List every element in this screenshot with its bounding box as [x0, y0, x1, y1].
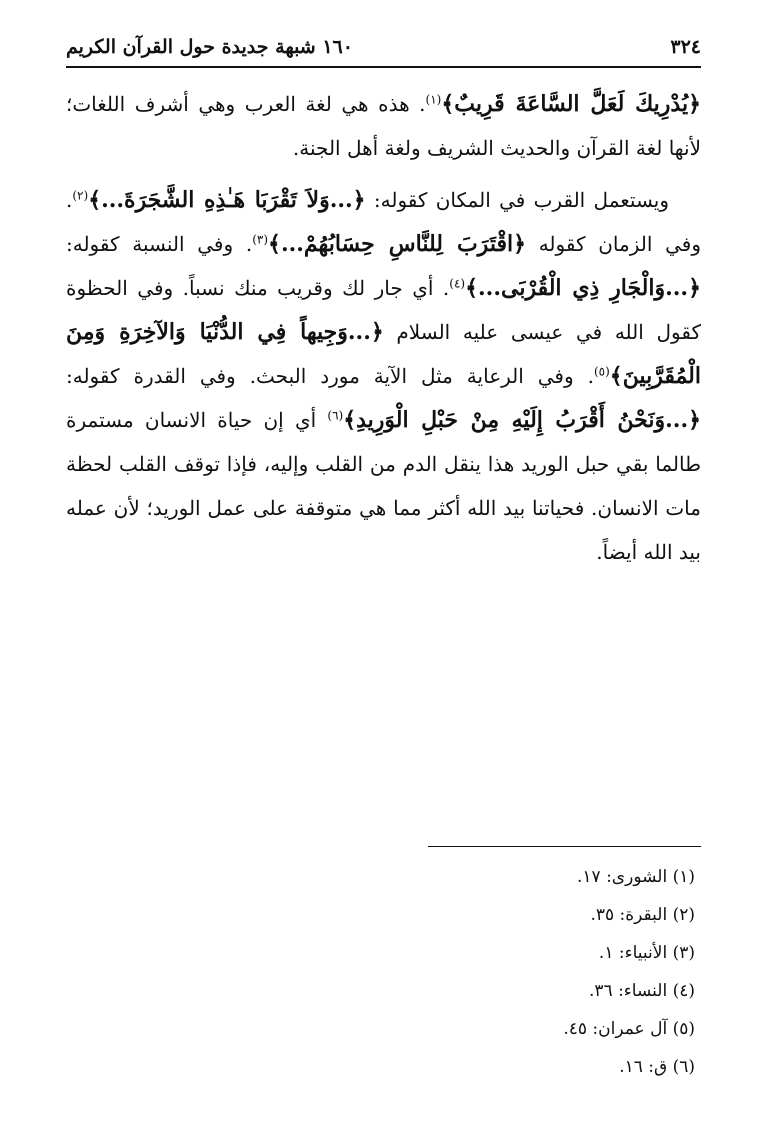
paragraph-text: . وفي النسبة كقوله: — [66, 232, 253, 256]
paragraph-text: . وفي الزمان كقوله — [66, 188, 701, 256]
footnote-ref: (٢) — [72, 188, 89, 203]
quran-verse: ﴿...وَلاَ تَقْرَبَا هَـٰذِهِ الشَّجَرَةَ...﴾ — [88, 187, 366, 213]
quran-verse: ﴿...وَجِيهاً فِي الدُّنْيَا وَالآخِرَةِ وَمِنَ الْمُقَرَّبِينَ﴾ — [66, 319, 701, 389]
paragraph-text: . أي جار لك وقريب منك نسباً. وفي الحظوة كقول الله في عيسى عليه السلام — [66, 276, 701, 344]
paragraph-text: أي إن حياة الانسان مستمرة طالما بقي حبل الوريد هذا ينقل الدم من القلب وإليه، فإذا توقف القلب لحظة مات الانسان. فحياتنا بيد الله أكثر مما هي متوقفة على عمل الوريد؛ لأن عمله بيد الله أيضاً. — [66, 408, 701, 564]
paragraph-text: ويستعمل القرب في المكان كقوله: — [365, 188, 670, 212]
footnote-rule — [428, 846, 701, 847]
footnote: (١) الشورى: ١٧. — [577, 867, 695, 887]
footnote-ref: (٤) — [449, 276, 466, 291]
quran-verse: ﴿يُدْرِيكَ لَعَلَّ السَّاعَةَ قَرِيبٌ﴾ — [441, 91, 701, 117]
footnote-ref: (٥) — [593, 364, 610, 379]
footnote-ref: (٣) — [252, 232, 269, 247]
paragraph-1 — [66, 82, 701, 170]
page-number: ٣٢٤ — [670, 36, 701, 58]
page-header — [66, 30, 701, 64]
header-rule — [66, 66, 701, 68]
footnote: (٤) النساء: ٣٦. — [589, 981, 695, 1001]
main-text — [66, 82, 701, 582]
paragraph-text: . هذه هي لغة العرب وهي أشرف اللغات؛ لأنها لغة القرآن والحديث الشريف ولغة أهل الجنة. — [66, 92, 701, 160]
footnote: (٢) البقرة: ٣٥. — [590, 905, 695, 925]
paragraph-text: . وفي الرعاية مثل الآية مورد البحث. وفي القدرة كقوله: — [66, 364, 594, 388]
quran-verse: ﴿...وَالْجَارِ ذِي الْقُرْبَى...﴾ — [465, 275, 701, 301]
footnote: (٦) ق: ١٦. — [619, 1057, 695, 1077]
footnote: (٥) آل عمران: ٤٥. — [563, 1019, 695, 1039]
footnotes — [66, 858, 701, 1086]
quran-verse: ﴿...وَنَحْنُ أَقْرَبُ إِلَيْهِ مِنْ حَبْلِ الْوَرِيدِ﴾ — [343, 407, 701, 433]
footnote: (٣) الأنبياء: ١. — [598, 943, 695, 963]
quran-verse: ﴿اقْتَرَبَ لِلنَّاسِ حِسَابُهُمْ...﴾ — [268, 231, 526, 257]
book-title: ١٦٠ شبهة جديدة حول القرآن الكريم — [66, 36, 353, 58]
footnote-ref: (١) — [425, 92, 442, 107]
footnote-ref: (٦) — [327, 408, 344, 423]
paragraph-2 — [66, 178, 701, 574]
